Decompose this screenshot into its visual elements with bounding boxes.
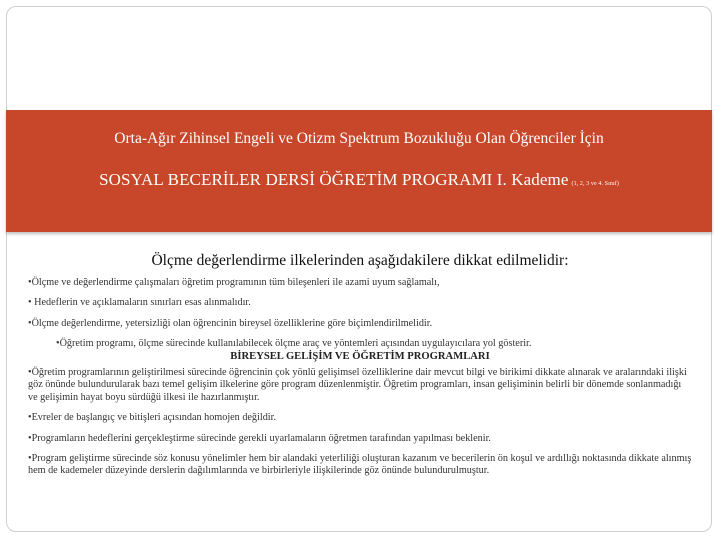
bullet-item: •Ölçme ve değerlendirme çalışmaları öğretim programının tüm bileşenleri ile azami uyum sağlamalı, <box>28 277 440 288</box>
banner-title-line2 <box>6 170 712 190</box>
banner-title-line1: Orta-Ağır Zihinsel Engeli ve Otizm Spektrum Bozukluğu Olan Öğrenciler İçin <box>114 130 604 147</box>
content-body <box>28 277 692 481</box>
bullet-item: •Programların hedeflerini gerçekleştirme sürecinde gerekli uyarlamaların öğretmen tarafından yapılması beklenir. <box>28 432 491 444</box>
bullet-item: • Hedeflerin ve açıklamaların sınırları esas alınmalıdır. <box>28 297 251 309</box>
bullet-item: •Evreler de başlangıç ve bitişleri açısından homojen değildir. <box>28 412 276 424</box>
section-heading: BİREYSEL GELİŞİM VE ÖĞRETİM PROGRAMLARI <box>230 350 490 362</box>
bullet-item: •Öğretim programlarının geliştirilmesi sürecinde öğrencinin çok yönlü gelişimsel özelliklerine dair mevcut bilgi ve birikimi dikkate alınarak ve aralarındaki ilişki göz önünde bulundurularak bazı temel gelişim ilkelerine göre program düzenlenmiştir. Öğretim programları, insan gelişiminin belirli bir dönemde sonlanmadığı ve gelişimin hayat boyu sürdüğü ilkesi ile hazırlanmıştır. <box>28 367 687 403</box>
banner-title-grades: (1, 2, 3 ve 4. Sınıf) <box>571 181 619 187</box>
bullet-item: •Öğretim programı, ölçme sürecinde kullanılabilecek ölçme araç ve yöntemleri açısından uygulayıcılara yol gösterir. <box>56 338 532 350</box>
subtitle: Ölçme değerlendirme ilkelerinden aşağıdakilere dikkat edilmelidir: <box>151 252 569 269</box>
banner-title-main: SOSYAL BECERİLER DERSİ ÖĞRETİM PROGRAMI I. Kademe <box>99 170 569 189</box>
bullet-item: •Program geliştirme sürecinde söz konusu yönelimler hem bir alandaki yeterliliği oluşturan kazanım ve becerilerin ön koşul ve ardıllığı noktasında dikkate alınmış hem de kademeler düzeyinde derslerin dağılımlarında ve birbirleriyle ilişkilerinde göz önünde bulundurulmuştur. <box>28 453 692 477</box>
title-banner <box>6 110 712 232</box>
bullet-item: •Ölçme değerlendirme, yetersizliği olan öğrencinin bireysel özelliklerine göre biçimlendirilmelidir. <box>28 317 433 329</box>
